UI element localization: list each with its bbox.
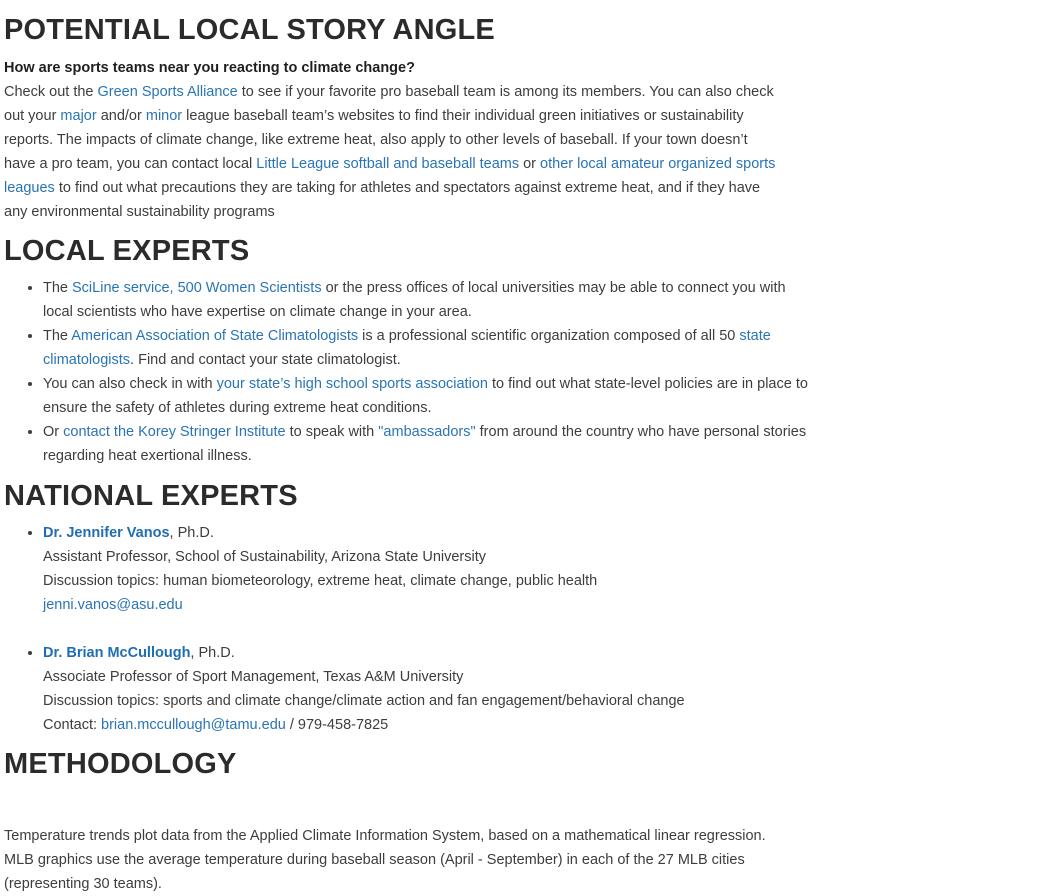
local-expert-item xyxy=(43,420,819,468)
local-expert-item xyxy=(43,372,819,420)
story-text-4: league baseball team’s websites to find their individual green initiatives or sustainability reports. The impacts of climate change, like extreme heat, also apply to other levels of baseball. If your town doesn’t have a pro team, you can contact local xyxy=(4,108,748,172)
expert-title: Associate Professor of Sport Management, Texas A&M University xyxy=(43,669,464,685)
expert-title: Assistant Professor, School of Sustainability, Arizona State University xyxy=(43,549,486,565)
story-angle-heading: POTENTIAL LOCAL STORY ANGLE xyxy=(4,14,495,46)
aasc-link[interactable]: American Association of State Climatologists xyxy=(71,328,359,344)
story-text-2: to see if your favorite pro baseball team is among its members. You can also check out your xyxy=(4,84,774,124)
green-sports-alliance-link[interactable]: Green Sports Alliance xyxy=(97,84,238,100)
local-experts-list xyxy=(4,276,819,468)
expert-contact-line xyxy=(43,593,819,617)
national-expert-item xyxy=(43,521,819,641)
ambassadors-link[interactable]: "ambassadors" xyxy=(378,424,476,440)
korey-stringer-link[interactable]: contact the Korey Stringer Institute xyxy=(63,424,286,440)
little-league-link[interactable]: Little League softball and baseball teams xyxy=(256,156,520,172)
contact-label: Contact: xyxy=(43,717,102,733)
item-text-post: . Find and contact your state climatologist. xyxy=(130,352,401,368)
item-text-post: to find out what state-level policies are in place to ensure the safety of athletes during extreme heat conditions. xyxy=(43,376,808,416)
story-text-6: to find out what precautions they are taking for athletes and spectators against extreme heat, and if they have any environmental sustainability programs xyxy=(4,180,761,220)
item-text-pre: Or xyxy=(43,424,64,440)
methodology-paragraph: Temperature trends plot data from the Applied Climate Information System, based on a mathematical linear regression. MLB graphics use the average temperature during baseball season (April - September) in each of the 27 MLB cities (representing 30 teams). xyxy=(4,828,766,892)
spacer xyxy=(43,617,819,641)
item-text-pre: The xyxy=(43,328,72,344)
item-text-mid: is a professional scientific organization composed of all 50 xyxy=(358,328,740,344)
expert-topics: Discussion topics: sports and climate change/climate action and fan engagement/behavioral change xyxy=(43,693,685,709)
item-text-post: or the press offices of local universities may be able to connect you with local scientists who have expertise on climate change in your area. xyxy=(43,280,786,320)
methodology-heading: METHODOLOGY xyxy=(4,748,237,780)
story-text-3: and/or xyxy=(96,108,146,124)
expert-topics: Discussion topics: human biometeorology, extreme heat, climate change, public health xyxy=(43,573,598,589)
expert-contact-line xyxy=(43,713,819,737)
expert-name-link[interactable]: Dr. Jennifer Vanos xyxy=(43,525,170,541)
story-paragraph xyxy=(4,80,779,224)
minor-league-link[interactable]: minor xyxy=(145,108,183,124)
national-experts-list xyxy=(4,521,819,737)
sciline-link[interactable]: SciLine service, 500 Women Scientists xyxy=(72,280,322,296)
national-expert-item xyxy=(43,641,819,737)
story-question: How are sports teams near you reacting to climate change? xyxy=(4,60,415,76)
national-experts-heading: NATIONAL EXPERTS xyxy=(4,480,298,512)
local-expert-item xyxy=(43,276,819,324)
expert-name-line xyxy=(43,641,819,665)
story-text-5: or xyxy=(519,156,541,172)
local-expert-item xyxy=(43,324,819,372)
expert-email-link[interactable]: jenni.vanos@asu.edu xyxy=(43,597,183,613)
expert-name-link[interactable]: Dr. Brian McCullough xyxy=(43,645,191,661)
expert-name-line xyxy=(43,521,819,545)
story-text-1: Check out the xyxy=(4,84,98,100)
item-text-pre: The xyxy=(43,280,73,296)
major-league-link[interactable]: major xyxy=(60,108,97,124)
expert-phone: / 979-458-7825 xyxy=(285,717,389,733)
story-angle-section xyxy=(4,56,779,224)
state-sports-association-link[interactable]: your state’s high school sports association xyxy=(216,376,488,392)
expert-email-link[interactable]: brian.mccullough@tamu.edu xyxy=(101,717,286,733)
item-text-post: from around the country who have personal stories regarding heat exertional illness. xyxy=(43,424,807,464)
item-text-mid: to speak with xyxy=(285,424,379,440)
expert-degree: , Ph.D. xyxy=(190,645,235,661)
amateur-leagues-link[interactable]: other local amateur organized sports leagues xyxy=(4,156,776,196)
expert-degree: , Ph.D. xyxy=(169,525,214,541)
local-experts-heading: LOCAL EXPERTS xyxy=(4,235,250,267)
state-climatologists-link[interactable]: state climatologists xyxy=(43,328,771,368)
item-text-pre: You can also check in with xyxy=(43,376,217,392)
